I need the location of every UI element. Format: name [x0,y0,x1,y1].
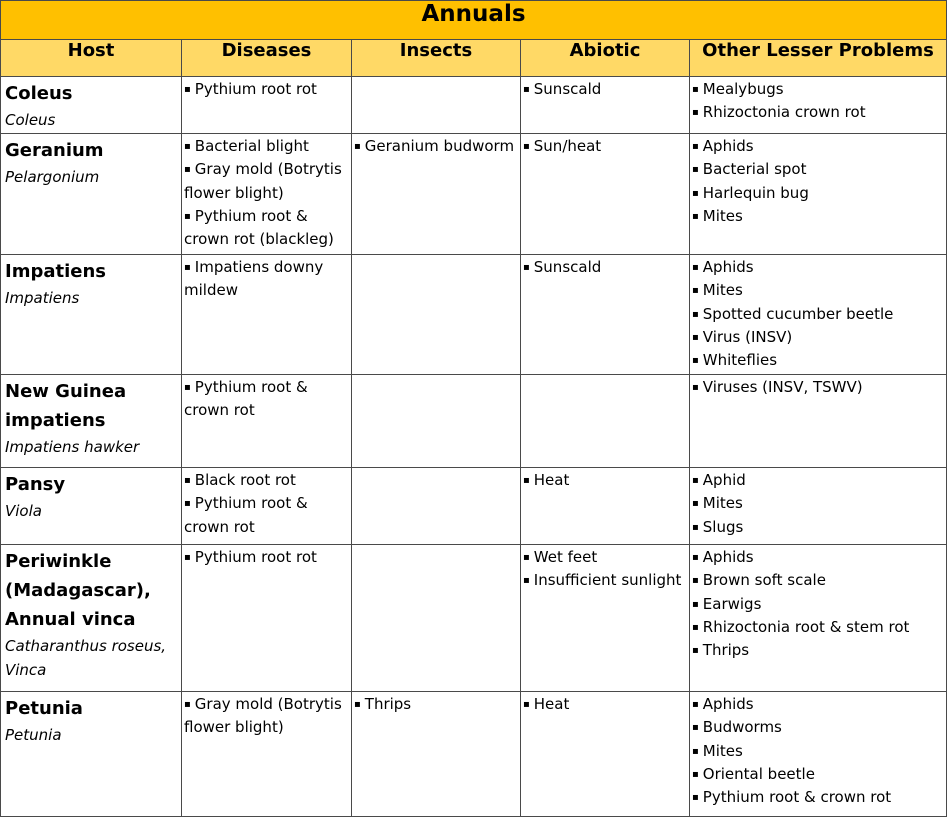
column-header-diseases: Diseases [182,40,352,77]
list-item [692,763,944,786]
insects-cell [352,77,521,134]
table-title: Annuals [1,1,947,40]
list-item-text: Geranium budworm [364,137,515,155]
bullet-icon: ▪ [692,107,699,119]
bullet-icon: ▪ [692,645,699,657]
host-scientific-name: Impatiens [5,289,80,307]
list-item [523,546,687,569]
bullet-icon: ▪ [184,552,191,563]
bullet-icon: ▪ [692,521,699,533]
list-item-text: Mites [702,281,743,300]
other-cell [690,468,947,545]
diseases-cell [182,375,352,468]
bullet-icon: ▪ [692,164,699,176]
bullet-icon: ▪ [184,498,191,510]
list-item [692,256,944,279]
list-item [184,135,349,158]
other-cell [690,255,947,375]
bullet-icon: ▪ [692,498,699,510]
bullet-icon: ▪ [184,210,191,222]
bullet-icon: ▪ [692,84,699,95]
list-item-text: Mites [702,494,743,513]
bullet-icon: ▪ [354,699,361,710]
bullet-icon: ▪ [523,84,530,95]
list-item [692,279,944,302]
bullet-icon: ▪ [692,598,699,610]
list-item-text: Rhizoctonia root & stem rot [702,617,910,636]
table-row [1,77,947,134]
list-item [692,593,944,616]
bullet-icon: ▪ [184,262,191,273]
list-item [692,205,944,228]
bullet-icon: ▪ [692,382,699,393]
table-body [1,77,947,817]
list-item [692,716,944,739]
list-item [692,101,944,124]
host-cell [1,77,182,134]
list-item [692,569,944,592]
diseases-list [184,546,349,569]
list-item-text: Thrips [702,641,750,660]
list-item-text: Spotted cucumber beetle [702,304,894,323]
list-item-text: Aphids [702,695,754,713]
list-item [184,78,349,101]
abiotic-cell [521,77,690,134]
abiotic-cell [521,134,690,255]
list-item-text: Black root rot [194,471,296,489]
list-item-text: Sun/heat [533,137,602,155]
list-item-text: Impatiens downy mildew [184,258,324,300]
host-name: Impatiens [5,261,106,282]
list-item [692,182,944,205]
host-cell [1,375,182,468]
list-item-text: Oriental beetle [702,764,815,783]
list-item-text: Aphid [702,471,746,489]
bullet-icon: ▪ [692,331,699,343]
insects-list [354,693,518,716]
list-item-text: Budworms [702,718,782,737]
list-item-text: Gray mold (Botrytis flower blight) [184,695,342,737]
bullet-icon: ▪ [184,699,191,710]
other-list [692,546,944,662]
list-item [523,256,687,279]
list-item [692,135,944,158]
list-item [184,546,349,569]
list-item [354,693,518,716]
list-item [184,256,349,303]
abiotic-list [523,78,687,101]
list-item [692,376,944,399]
list-item [354,135,518,158]
bullet-icon: ▪ [692,621,699,633]
table-row [1,134,947,255]
other-cell [690,692,947,817]
list-item [692,740,944,763]
host-name: Periwinkle (Madagascar), Annual vinca [5,551,151,630]
host-scientific-name: Petunia [5,726,62,744]
bullet-icon: ▪ [692,262,699,273]
list-item [184,376,349,423]
list-item [692,516,944,539]
list-item [692,639,944,662]
host-cell [1,134,182,255]
other-cell [690,545,947,692]
list-item [184,158,349,205]
bullet-icon: ▪ [692,722,699,734]
table-row [1,545,947,692]
list-item-text: Pythium root & crown rot [702,788,892,807]
insects-cell [352,375,521,468]
list-item-text: Brown soft scale [702,571,826,590]
table-row [1,255,947,375]
host-name: Pansy [5,474,66,495]
list-item [184,693,349,740]
host-name: Petunia [5,698,83,719]
insects-cell [352,134,521,255]
diseases-cell [182,468,352,545]
host-cell [1,545,182,692]
bullet-icon: ▪ [523,575,530,587]
other-list [692,469,944,539]
bullet-icon: ▪ [692,475,699,486]
list-item [184,205,349,252]
abiotic-cell [521,545,690,692]
list-item-text: Aphids [702,258,754,276]
list-item-text: Pythium root & crown rot (blackleg) [184,206,334,249]
bullet-icon: ▪ [184,164,191,176]
insects-cell [352,545,521,692]
abiotic-cell [521,692,690,817]
list-item-text: Viruses (INSV, TSWV) [702,378,863,396]
bullet-icon: ▪ [354,141,361,152]
host-scientific-name: Coleus [5,111,56,129]
list-item [523,469,687,492]
column-header-abiotic: Abiotic [521,40,690,77]
list-item [523,135,687,158]
list-item-text: Slugs [702,517,744,536]
list-item-text: Earwigs [702,594,762,613]
list-item-text: Pythium root rot [194,80,317,98]
other-list [692,135,944,228]
list-item [184,469,349,492]
other-list [692,376,944,399]
list-item-text: Sunscald [533,80,602,98]
bullet-icon: ▪ [692,355,699,367]
list-item [692,469,944,492]
list-item-text: Mealybugs [702,80,784,98]
abiotic-list [523,546,687,593]
list-item-text: Pythium root & crown rot [184,378,308,420]
bullet-icon: ▪ [692,141,699,152]
list-item [692,616,944,639]
abiotic-cell [521,255,690,375]
diseases-cell [182,545,352,692]
list-item-text: Pythium root rot [194,548,317,566]
table-row [1,468,947,545]
list-item [692,349,944,372]
diseases-list [184,693,349,740]
list-item-text: Bacterial spot [702,160,807,179]
host-scientific-name: Viola [5,502,42,520]
host-cell [1,692,182,817]
bullet-icon: ▪ [692,187,699,199]
diseases-list [184,78,349,101]
list-item [523,569,687,592]
bullet-icon: ▪ [692,699,699,710]
host-scientific-name: Impatiens hawker [5,438,140,456]
list-item [692,786,944,809]
list-item [184,492,349,539]
column-header-other: Other Lesser Problems [690,40,947,77]
other-cell [690,77,947,134]
host-cell [1,468,182,545]
insects-cell [352,255,521,375]
bullet-icon: ▪ [692,745,699,757]
diseases-list [184,469,349,539]
other-cell [690,375,947,468]
list-item-text: Aphids [702,137,754,155]
abiotic-list [523,693,687,716]
insects-cell [352,468,521,545]
abiotic-list [523,469,687,492]
diseases-list [184,256,349,303]
insects-cell [352,692,521,817]
list-item [692,546,944,569]
header-row [1,40,947,77]
host-scientific-name: Pelargonium [5,168,100,186]
table-row [1,692,947,817]
other-list [692,693,944,809]
abiotic-list [523,256,687,279]
diseases-list [184,376,349,423]
list-item-text: Whiteflies [702,351,778,370]
insects-list [354,135,518,158]
bullet-icon: ▪ [523,475,530,486]
list-item [523,693,687,716]
list-item-text: Heat [533,695,570,713]
bullet-icon: ▪ [692,792,699,804]
bullet-icon: ▪ [692,285,699,297]
bullet-icon: ▪ [184,84,191,95]
bullet-icon: ▪ [523,699,530,710]
list-item-text: Bacterial blight [194,137,309,155]
list-item [692,303,944,326]
list-item [692,492,944,515]
column-header-insects: Insects [352,40,521,77]
bullet-icon: ▪ [523,141,530,152]
host-name: New Guinea impatiens [5,381,127,431]
list-item-text: Thrips [364,695,412,713]
bullet-icon: ▪ [692,552,699,563]
bullet-icon: ▪ [184,475,191,486]
other-cell [690,134,947,255]
diseases-list [184,135,349,251]
title-row [1,1,947,40]
bullet-icon: ▪ [184,141,191,152]
list-item-text: Insufficient sunlight [533,571,682,590]
list-item-text: Virus (INSV) [702,327,793,346]
diseases-cell [182,255,352,375]
list-item-text: Gray mold (Botrytis flower blight) [184,160,342,202]
other-list [692,256,944,372]
other-list [692,78,944,125]
bullet-icon: ▪ [523,262,530,273]
list-item-text: Harlequin bug [702,183,809,202]
list-item-text: Sunscald [533,258,602,276]
host-name: Geranium [5,140,104,161]
host-scientific-name: Catharanthus roseus, Vinca [5,637,167,679]
host-name: Coleus [5,83,73,104]
abiotic-cell [521,468,690,545]
host-cell [1,255,182,375]
list-item-text: Mites [702,741,743,760]
list-item [692,693,944,716]
list-item-text: Rhizoctonia crown rot [702,103,866,122]
bullet-icon: ▪ [692,575,699,587]
bullet-icon: ▪ [184,382,191,393]
bullet-icon: ▪ [692,210,699,222]
list-item-text: Wet feet [533,548,598,566]
table-row [1,375,947,468]
list-item [692,158,944,181]
list-item [523,78,687,101]
abiotic-list [523,135,687,158]
list-item [692,78,944,101]
list-item-text: Pythium root & crown rot [184,494,308,536]
list-item-text: Heat [533,471,570,489]
abiotic-cell [521,375,690,468]
bullet-icon: ▪ [523,552,530,563]
diseases-cell [182,134,352,255]
diseases-cell [182,692,352,817]
column-header-host: Host [1,40,182,77]
bullet-icon: ▪ [692,768,699,780]
diseases-cell [182,77,352,134]
list-item-text: Mites [702,206,743,225]
list-item [692,326,944,349]
bullet-icon: ▪ [692,308,699,320]
list-item-text: Aphids [702,548,754,566]
